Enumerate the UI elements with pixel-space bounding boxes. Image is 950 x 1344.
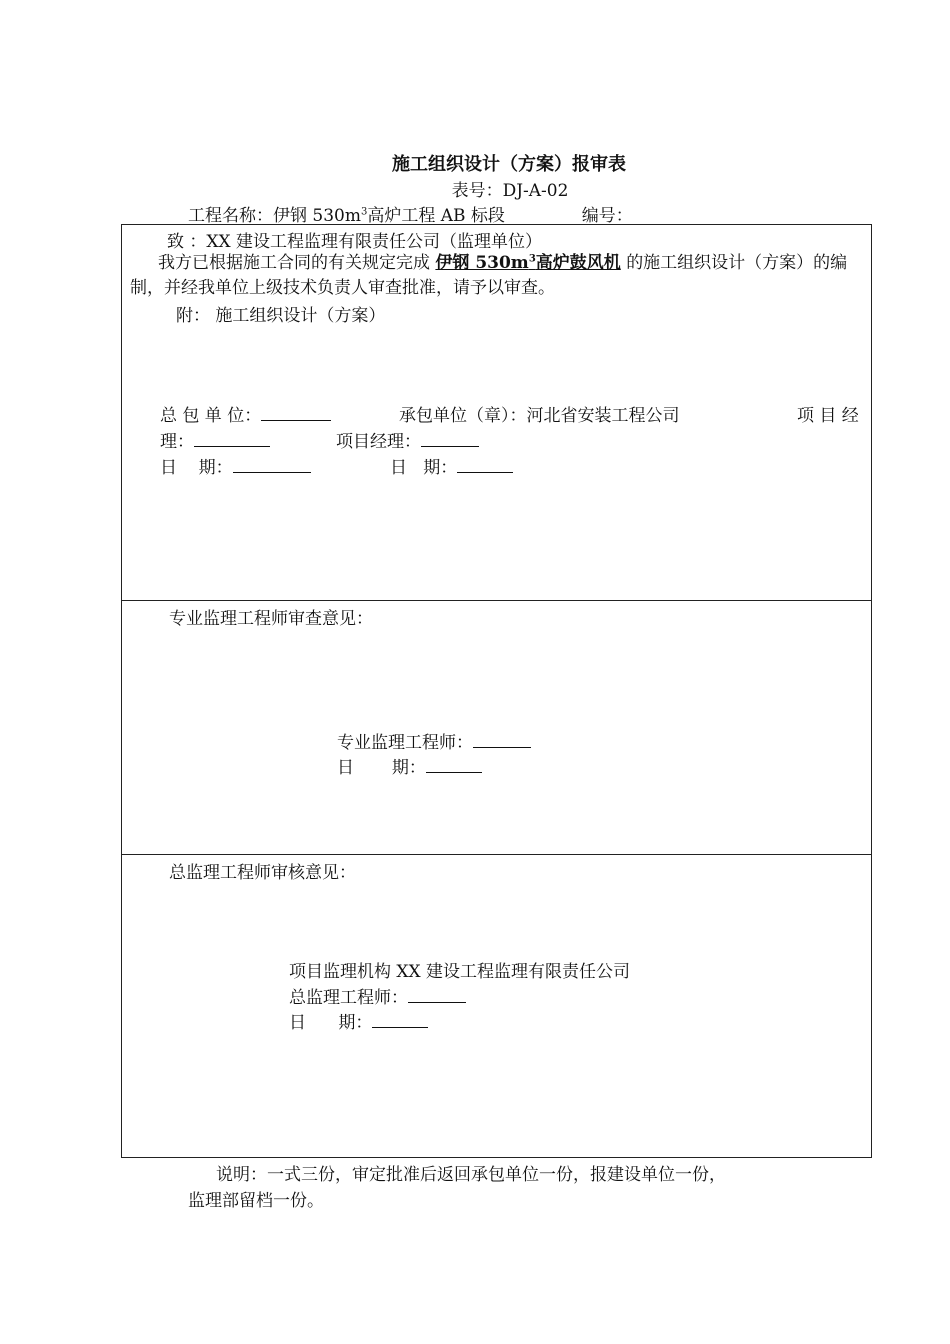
date-label-1: 日 期： [160,458,233,478]
pm-line [160,427,270,452]
general-contractor-label: 总 包 单 位： [160,406,262,426]
project-name-label: 工程名称：伊钢 530m [188,206,361,226]
submission-section [121,224,872,601]
specialist-date-line [337,753,482,778]
pm-label-part2: 理： [160,432,194,452]
attachment-line: 附： 施工组织设计（方案） [176,306,386,326]
date-blank-2 [457,456,513,473]
submission-paragraph [130,251,862,301]
chief-date-blank [372,1011,428,1028]
code-label: 编号： [581,206,633,226]
date-label-2: 日 期： [390,458,458,478]
specialist-engineer-line [337,728,531,753]
paragraph-highlight [435,253,620,273]
specialist-date-label: 日 期： [337,758,426,778]
date-line-1 [160,453,311,478]
highlight-text: 伊钢 530m [435,253,529,273]
specialist-review-heading: 专业监理工程师审查意见： [169,609,373,629]
supervision-org-line: 项目监理机构 XX 建设工程监理有限责任公司 [289,962,631,982]
contractor-label: 承包单位（章）：河北省安装工程公司 [399,406,680,426]
form-title: 施工组织设计（方案）报审表 [392,154,626,175]
general-contractor-blank [261,404,331,421]
paragraph-text-after: 的施工组织设计（方案）的编制，并经我单位上级技术负责人审查批准，请予以审查。 [130,253,848,298]
chief-date-line [289,1008,428,1033]
paragraph-text-before: 我方已根据施工合同的有关规定完成 [158,253,430,273]
specialist-engineer-label: 专业监理工程师： [337,733,473,753]
chief-review-heading: 总监理工程师审核意见： [169,863,356,883]
project-manager-line [336,427,479,452]
note-line-2: 监理部留档一份。 [188,1191,324,1211]
note-line-1: 说明：一式三份，审定批准后返回承包单位一份，报建设单位一份， [216,1165,726,1185]
project-manager-blank [421,430,479,447]
project-name-superscript: 3 [360,206,368,218]
chief-engineer-label: 总监理工程师： [289,988,408,1008]
date-blank-1 [233,456,311,473]
specialist-engineer-blank [473,731,531,748]
pm-blank [194,430,270,447]
addressee-line: 致 ：XX 建设工程监理有限责任公司（监理单位） [167,232,543,252]
specialist-date-blank [426,756,482,773]
chief-review-section [121,854,872,1158]
general-contractor-line [160,401,331,426]
highlight-superscript: 3 [528,253,536,265]
date-line-2 [390,453,513,478]
specialist-review-section [121,600,872,855]
project-name-line [188,201,633,226]
form-number: 表号：DJ-A-02 [451,181,569,201]
pm-label-part1: 项 目 经 [797,406,859,426]
project-name-rest: 高炉工程 AB 标段 [367,206,505,226]
chief-engineer-blank [408,986,466,1003]
chief-engineer-line [289,983,466,1008]
project-manager-label: 项目经理： [336,432,421,452]
highlight-rest: 高炉鼓风机 [535,253,621,273]
chief-date-label: 日 期： [289,1013,373,1033]
